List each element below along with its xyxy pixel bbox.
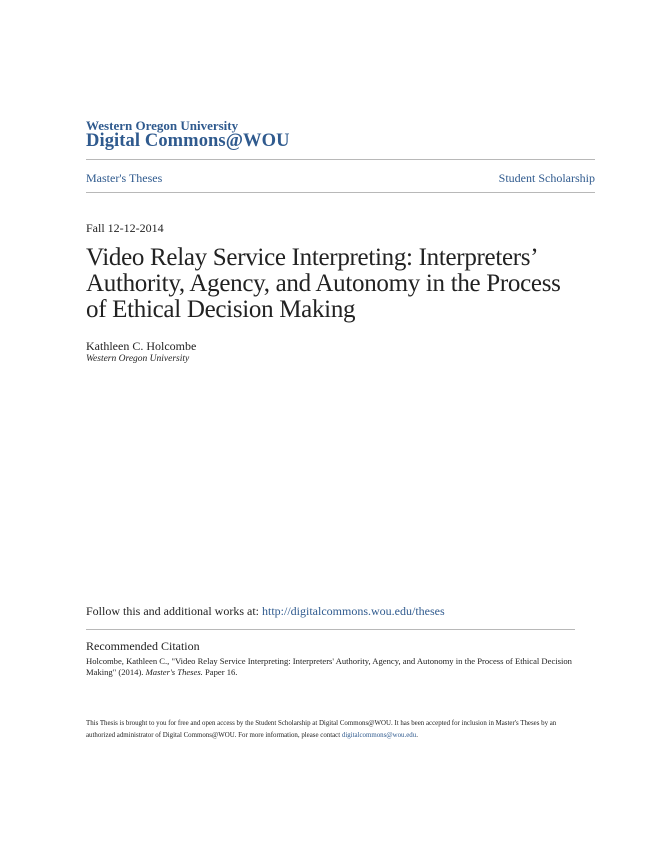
access-statement: [86, 718, 576, 741]
repository-name[interactable]: Digital Commons@WOU: [86, 131, 290, 151]
student-scholarship-link[interactable]: Student Scholarship: [498, 171, 595, 185]
masters-theses-link[interactable]: Master's Theses: [86, 171, 163, 185]
citation-start: Holcombe, Kathleen C., "Video Relay Service Interpreting: Interpreters' Authority, Agency, and Autonomy in the Process of Ethical Decision Making" (2014).: [86, 656, 572, 677]
author-name: Kathleen C. Holcombe: [86, 339, 197, 353]
theses-url-link[interactable]: http://digitalcommons.wou.edu/theses: [262, 604, 445, 618]
header-divider-bottom: [86, 192, 595, 193]
access-statement-end: .: [416, 731, 418, 739]
citation-series: Master's Theses.: [145, 667, 203, 677]
author-affiliation: Western Oregon University: [86, 354, 190, 364]
follow-line: [86, 604, 445, 619]
paper-title: Video Relay Service Interpreting: Interpreters’ Authority, Agency, and Autonomy in the Process of Ethical Decision Making: [86, 244, 561, 323]
header-divider-top: [86, 159, 595, 160]
citation-end: Paper 16.: [202, 667, 238, 677]
publication-date: Fall 12-12-2014: [86, 221, 164, 235]
citation-heading: Recommended Citation: [86, 639, 200, 653]
contact-email-link[interactable]: digitalcommons@wou.edu: [341, 731, 417, 739]
access-statement-text: This Thesis is brought to you for free and open access by the Student Scholarship at Digital Commons@WOU. It has been accepted for inclusion in Master's Theses by an authorized administrator of Digital Commons@WOU. For more information, please contact: [86, 720, 557, 739]
follow-prefix: Follow this and additional works at:: [86, 604, 262, 618]
citation-divider: [86, 629, 575, 630]
citation-text: [86, 656, 576, 678]
university-name: Western Oregon University: [86, 118, 239, 133]
